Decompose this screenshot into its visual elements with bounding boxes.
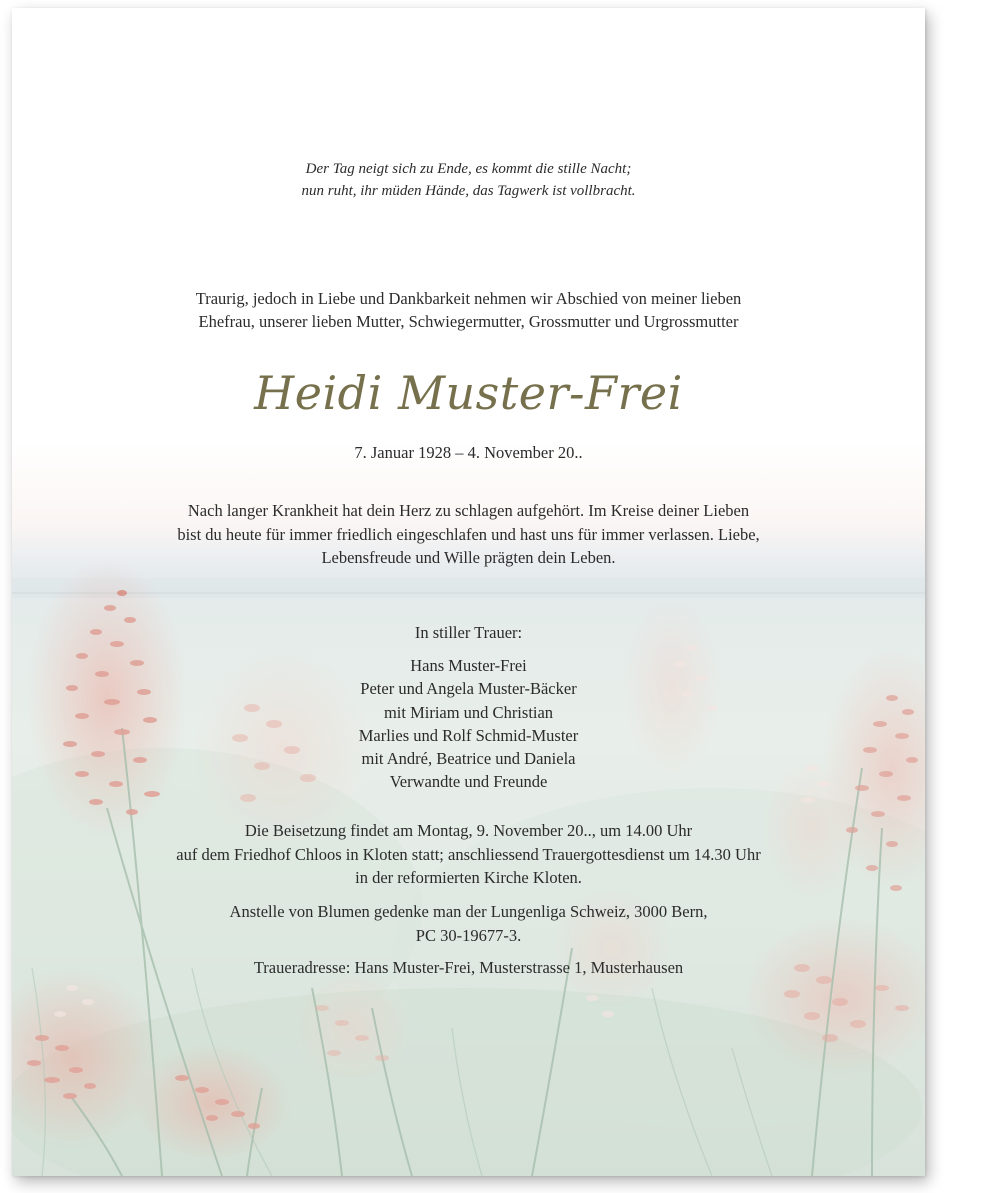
mourner-name: Hans Muster-Frei xyxy=(410,656,527,675)
tribute-text xyxy=(12,499,925,570)
mourning-address: Traueradresse: Hans Muster-Frei, Musterstrasse 1, Musterhausen xyxy=(253,958,684,977)
mourner-name: Verwandte und Freunde xyxy=(389,772,548,792)
life-dates: 7. Januar 1928 – 4. November 20.. xyxy=(354,443,583,462)
farewell-intro xyxy=(12,287,925,333)
funeral-details xyxy=(12,819,925,890)
mourner-name: Marlies und Rolf Schmid-Muster xyxy=(358,725,579,745)
mourner-name: mit Miriam und Christian xyxy=(383,702,554,722)
funeral-line: Die Beisetzung findet am Montag, 9. November 20.., um 14.00 Uhr xyxy=(244,821,693,840)
mourning-heading: In stiller Trauer: xyxy=(414,623,523,642)
tribute-line: Lebensfreude und Wille prägten dein Leben. xyxy=(321,548,616,567)
tribute-line: Nach langer Krankheit hat dein Herz zu schlagen aufgehört. Im Kreise deiner Lieben xyxy=(187,501,750,520)
verse-line: Der Tag neigt sich zu Ende, es kommt die stille Nacht; xyxy=(305,161,632,177)
funeral-line: in der reformierten Kirche Kloten. xyxy=(355,868,582,887)
memorial-verse xyxy=(12,158,925,202)
tribute-line: bist du heute für immer friedlich eingeschlafen und hast uns für immer verlassen. Liebe, xyxy=(177,524,760,544)
mourner-name: mit André, Beatrice und Daniela xyxy=(361,749,576,769)
intro-line: Ehefrau, unserer lieben Mutter, Schwiegermutter, Grossmutter und Urgrossmutter xyxy=(198,312,739,331)
mourner-name: Peter und Angela Muster-Bäcker xyxy=(360,679,577,699)
deceased-name: Heidi Muster-Frei xyxy=(254,366,683,420)
obituary-card xyxy=(12,8,925,1176)
mourners-list xyxy=(12,654,925,794)
donation-line: Anstelle von Blumen gedenke man der Lungenliga Schweiz, 3000 Bern, xyxy=(229,902,708,921)
verse-line: nun ruht, ihr müden Hände, das Tagwerk ist vollbracht. xyxy=(301,183,636,199)
donation-note xyxy=(12,900,925,947)
intro-line: Traurig, jedoch in Liebe und Dankbarkeit nehmen wir Abschied von meiner lieben xyxy=(195,289,742,308)
funeral-line: auf dem Friedhof Chloos in Kloten statt; anschliessend Trauergottesdienst um 14.30 Uhr xyxy=(176,844,761,864)
donation-line: PC 30-19677-3. xyxy=(415,925,522,945)
obituary-text xyxy=(12,8,925,1176)
